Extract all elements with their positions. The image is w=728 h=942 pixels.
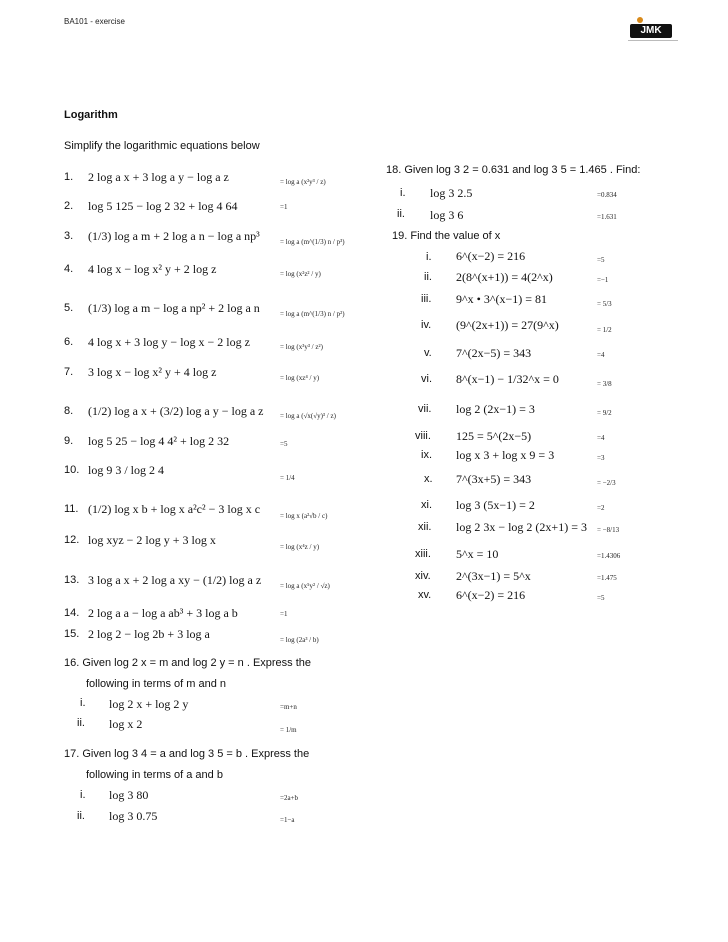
q-equation: 4 log x − log x² y + 2 log z xyxy=(88,262,217,276)
q-equation: 6^(x−2) = 216 xyxy=(456,588,526,602)
q-equation: (1/3) log a m − log a np² + 2 log a n xyxy=(88,301,260,315)
q-equation: 5^x = 10 xyxy=(456,547,499,561)
q-number: xii. xyxy=(418,521,432,533)
q-answer: = log a (m^(1/3) n / p²) xyxy=(280,310,345,318)
q-answer: = log (xz⁴ / y) xyxy=(280,374,320,382)
q-equation: (1/3) log a m + 2 log a n − log a np³ xyxy=(88,229,260,243)
q-equation: 2 log a a − log a ab³ + 3 log a b xyxy=(88,606,238,620)
q-number: i. xyxy=(400,187,406,199)
q-number: 14. xyxy=(64,607,80,619)
q18-prompt: 18. Given log 3 2 = 0.631 and log 3 5 = 1.465 . Find: xyxy=(386,164,641,176)
q-answer: =5 xyxy=(597,594,605,602)
q-equation: log 2 (2x−1) = 3 xyxy=(456,402,535,416)
q-equation: 3 log x − log x² y + 4 log z xyxy=(88,365,217,379)
q-answer: = 1/4 xyxy=(280,474,295,482)
q-number: v. xyxy=(424,347,432,359)
q-equation: 125 = 5^(2x−5) xyxy=(456,429,532,443)
q-answer: = log (2a³ / b) xyxy=(280,636,319,644)
q-answer: =2 xyxy=(597,504,605,512)
q-answer: = log (x²z² / y) xyxy=(280,270,321,278)
q-answer: = −2/3 xyxy=(597,479,616,487)
q19-prompt: 19. Find the value of x xyxy=(392,230,501,242)
q-answer: =1 xyxy=(280,203,288,211)
logo-dot xyxy=(637,17,643,23)
q-equation: log xyz − 2 log y + 3 log x xyxy=(88,533,216,547)
q-number: 13. xyxy=(64,574,80,586)
q-equation: 7^(3x+5) = 343 xyxy=(456,472,532,486)
q16-prompt-cont: following in terms of m and n xyxy=(86,678,227,690)
instruction-text: Simplify the logarithmic equations below xyxy=(64,140,260,152)
q-equation: log 9 3 / log 2 4 xyxy=(88,463,165,477)
q-number: ix. xyxy=(421,449,432,461)
q-number: xiv. xyxy=(415,570,431,582)
q-equation: log 2 x + log 2 y xyxy=(109,697,189,711)
q-answer: =5 xyxy=(597,256,605,264)
q-number: 11. xyxy=(64,503,79,515)
q-number: 7. xyxy=(64,366,74,378)
q16-prompt: 16. Given log 2 x = m and log 2 y = n . Express the xyxy=(64,657,312,669)
q-answer: = log x (a²√b / c) xyxy=(280,512,328,520)
q-answer: =1−a xyxy=(280,816,295,824)
q17-prompt-cont: following in terms of a and b xyxy=(86,769,223,781)
q-number: 2. xyxy=(64,200,74,212)
q-number: x. xyxy=(424,473,433,485)
q17-prompt: 17. Given log 3 4 = a and log 3 5 = b . Express the xyxy=(64,748,310,760)
q-equation: log x 2 xyxy=(109,717,143,731)
q-number: i. xyxy=(426,251,432,263)
q-equation: 2^(3x−1) = 5^x xyxy=(456,569,531,583)
q-answer: =2a+b xyxy=(280,794,299,802)
q-number: i. xyxy=(80,697,86,709)
q-number: iii. xyxy=(421,293,432,305)
q-answer: =4 xyxy=(597,351,605,359)
q-number: 1. xyxy=(64,171,74,183)
q-equation: (1/2) log a x + (3/2) log a y − log a z xyxy=(88,404,264,418)
q-answer: =3 xyxy=(597,454,605,462)
q-number: 8. xyxy=(64,405,74,417)
q-answer: =0.834 xyxy=(597,191,617,199)
q-answer: =m+n xyxy=(280,703,297,711)
q-number: xi. xyxy=(421,499,432,511)
q-equation: log 3 6 xyxy=(430,208,464,222)
q-equation: 4 log x + 3 log y − log x − 2 log z xyxy=(88,335,250,349)
q-equation: 8^(x−1) − 1/32^x = 0 xyxy=(456,372,559,386)
q-equation: (9^(2x+1)) = 27(9^x) xyxy=(456,318,559,332)
q-equation: (1/2) log x b + log x a²c² − 3 log x c xyxy=(88,502,261,516)
q-number: 3. xyxy=(64,230,74,242)
q-equation: log 2 3x − log 2 (2x+1) = 3 xyxy=(456,520,587,534)
q-equation: 3 log a x + 2 log a xy − (1/2) log a z xyxy=(88,573,262,587)
q-number: vii. xyxy=(418,403,432,415)
q-number: 9. xyxy=(64,435,74,447)
q-number: viii. xyxy=(415,430,431,442)
q-number: 15. xyxy=(64,628,80,640)
q-answer: =5 xyxy=(280,440,288,448)
q-number: i. xyxy=(80,789,86,801)
q-number: iv. xyxy=(421,319,432,331)
q-answer: = log a (x⁵y² / √z) xyxy=(280,582,330,590)
q-equation: 9^x • 3^(x−1) = 81 xyxy=(456,292,547,306)
q-answer: =1.631 xyxy=(597,213,617,221)
q-equation: 2 log 2 − log 2b + 3 log a xyxy=(88,627,210,641)
q-answer: = 1/2 xyxy=(597,326,612,334)
q-number: 10. xyxy=(64,464,80,476)
q-number: 6. xyxy=(64,336,74,348)
q-answer: =1.4306 xyxy=(597,552,621,560)
q-answer: =−1 xyxy=(597,276,609,284)
q-answer: = log a (√x(√y)³ / z) xyxy=(280,412,336,420)
q-equation: log 3 80 xyxy=(109,788,149,802)
q-number: 12. xyxy=(64,534,80,546)
document-header: BA101 - exercise xyxy=(64,17,125,26)
q-number: vi. xyxy=(421,373,432,385)
q-equation: 2(8^(x+1)) = 4(2^x) xyxy=(456,270,553,284)
q-answer: =1.475 xyxy=(597,574,617,582)
q-number: ii. xyxy=(77,717,85,729)
q-answer: =4 xyxy=(597,434,605,442)
q-number: xiii. xyxy=(415,548,431,560)
q-number: ii. xyxy=(397,208,405,220)
q-number: ii. xyxy=(77,810,85,822)
q-answer: =1 xyxy=(280,610,288,618)
q-number: 5. xyxy=(64,302,74,314)
q-equation: log 5 125 − log 2 32 + log 4 64 xyxy=(88,199,238,213)
q-answer: = −8/13 xyxy=(597,526,620,534)
q-number: ii. xyxy=(424,271,432,283)
section-title: Logarithm xyxy=(64,109,118,121)
q-equation: log x 3 + log x 9 = 3 xyxy=(456,448,555,462)
q-answer: = 5/3 xyxy=(597,300,612,308)
q-answer: = 3/8 xyxy=(597,380,612,388)
q-answer: = log (x⁴z / y) xyxy=(280,543,320,551)
q-equation: 6^(x−2) = 216 xyxy=(456,249,526,263)
q-equation: log 3 2.5 xyxy=(430,186,473,200)
q-number: 4. xyxy=(64,263,74,275)
q-answer: = log a (x²y³ / z) xyxy=(280,178,326,186)
q-equation: log 3 0.75 xyxy=(109,809,158,823)
q-equation: log 5 25 − log 4 4² + log 2 32 xyxy=(88,434,230,448)
q-answer: = 1/m xyxy=(280,726,297,734)
q-number: xv. xyxy=(418,589,432,601)
q-answer: = 9/2 xyxy=(597,409,612,417)
q-answer: = log (x³y³ / z²) xyxy=(280,343,323,351)
jmk-logo: JMK xyxy=(630,24,672,38)
q-equation: 2 log a x + 3 log a y − log a z xyxy=(88,170,229,184)
q-equation: log 3 (5x−1) = 2 xyxy=(456,498,535,512)
q-answer: = log a (m^(1/3) n / p³) xyxy=(280,238,345,246)
q-equation: 7^(2x−5) = 343 xyxy=(456,346,532,360)
header-rule xyxy=(628,40,678,41)
